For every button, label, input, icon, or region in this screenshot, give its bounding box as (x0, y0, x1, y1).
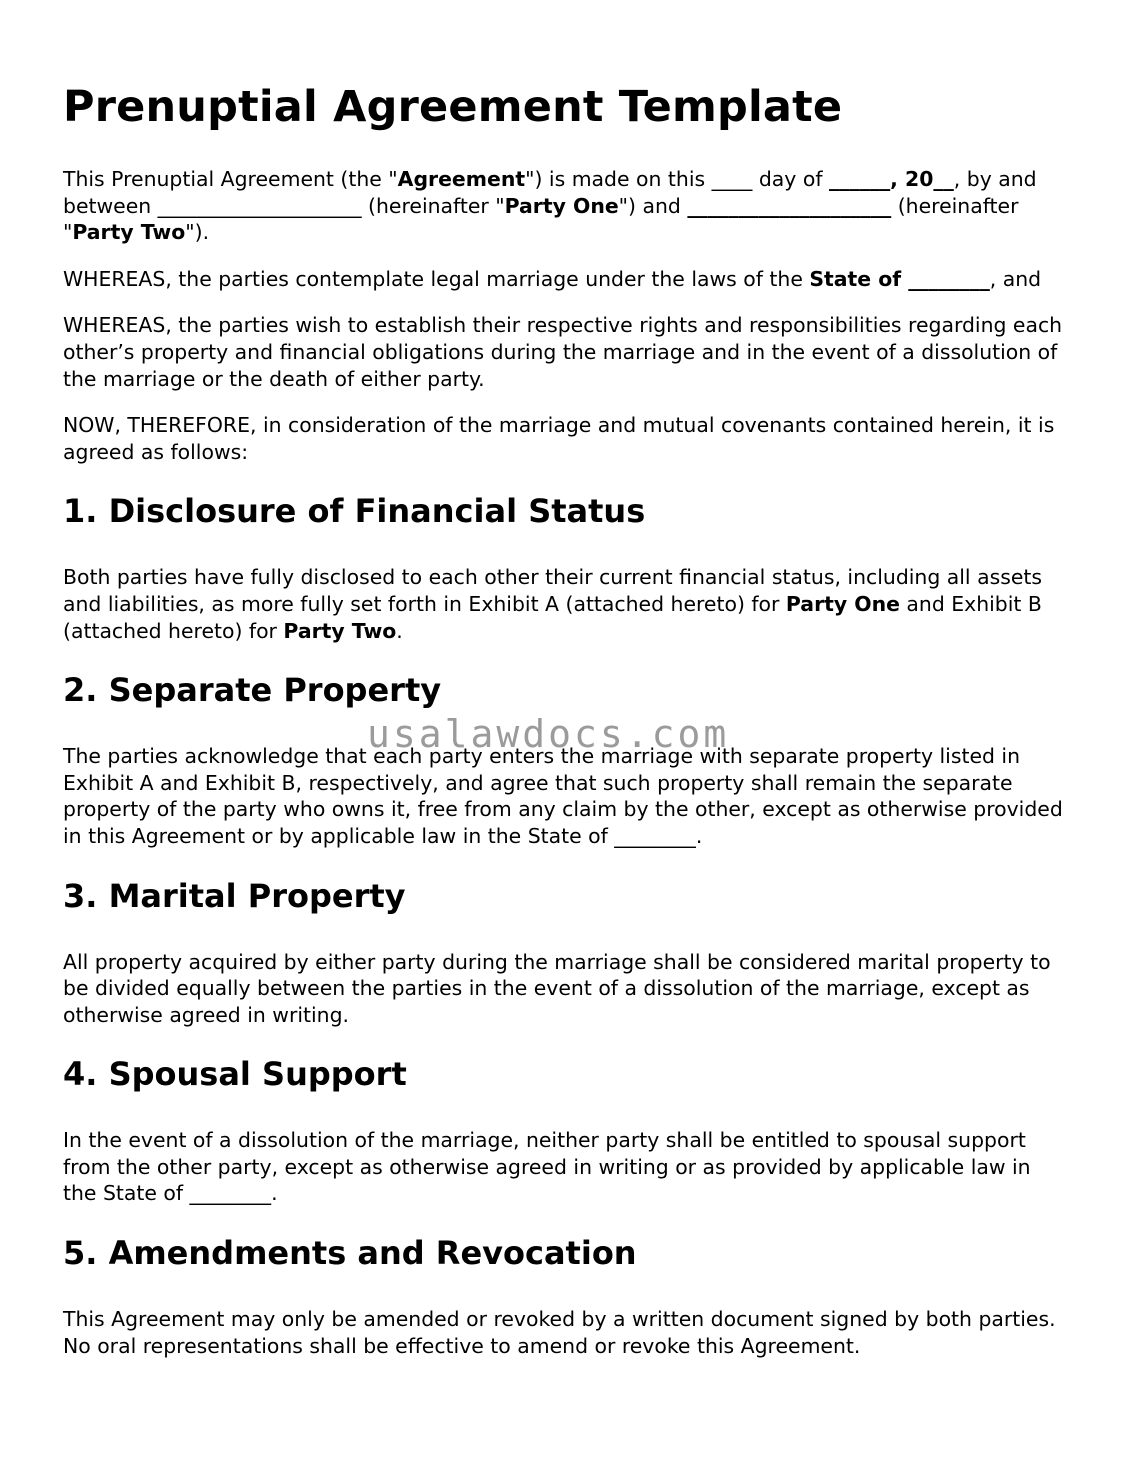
document-title: Prenuptial Agreement Template (63, 82, 843, 132)
section-1-body: Both parties have fully disclosed to each other their current financial status, including all assets and liabilities, as more fully set forth in Exhibit A (attached hereto) for Party One and Exhibit B (attached hereto) for Party Two. (63, 565, 1042, 643)
party-two-name-blank: ____________________ (687, 193, 892, 218)
section-3-heading: 3. Marital Property (63, 876, 406, 915)
party-two-term: Party Two (283, 618, 397, 643)
section-2-heading: 2. Separate Property (63, 671, 442, 710)
section-5-heading: 5. Amendments and Revocation (63, 1234, 637, 1273)
section-5-body: This Agreement may only be amended or revoked by a written document signed by both parties. No oral representations shall be effective to amend or revoke this Agreement. (63, 1307, 1056, 1358)
party-one-term: Party One (504, 193, 619, 218)
section-3-body: All property acquired by either party during the marriage shall be considered marital property to be divided equally between the parties in the event of a dissolution of the marriage, except as otherwise agreed in writing. (63, 949, 1051, 1027)
whereas-paragraph-2: WHEREAS, the parties wish to establish their respective rights and responsibilities regarding each other’s property and financial obligations during the marriage and in the event of a dissolution of the marriage or the death of either party. (63, 313, 1063, 391)
agreement-term: Agreement (397, 167, 526, 191)
watermark: usalawdocs.com (367, 712, 730, 756)
intro-paragraph: This Prenuptial Agreement (the "Agreement") is made on this ____ day of ______, 20__, by and between ____________________ (hereinafter "Party One") and ____________________ (hereinafter "Party Two"). (63, 167, 1037, 245)
section-4-body: In the event of a dissolution of the marriage, neither party shall be entitled to spousal support from the other party, except as otherwise agreed in writing or as provided by applicable law in the State of ________. (63, 1128, 1031, 1206)
date-blank: ______, 20__ (828, 167, 954, 191)
now-therefore-paragraph: NOW, THEREFORE, in consideration of the marriage and mutual covenants contained herein, it is agreed as follows: (63, 413, 1055, 464)
party-two-term: Party Two (72, 220, 186, 245)
party-one-term: Party One (785, 591, 900, 616)
state-term: State of ________ (809, 266, 990, 291)
whereas-paragraph-1: WHEREAS, the parties contemplate legal marriage under the laws of the State of ________, and (63, 266, 1042, 291)
section-2-body: The parties acknowledge that each party enters the marriage with separate property listed in Exhibit A and Exhibit B, respectively, and agree that such property shall remain the separate property of the party who owns it, free from any claim by the other, except as otherwise provided in this Agreement or by applicable law in the State of ________. (63, 744, 1063, 848)
section-1-heading: 1. Disclosure of Financial Status (63, 492, 646, 531)
section-4-heading: 4. Spousal Support (63, 1055, 407, 1094)
